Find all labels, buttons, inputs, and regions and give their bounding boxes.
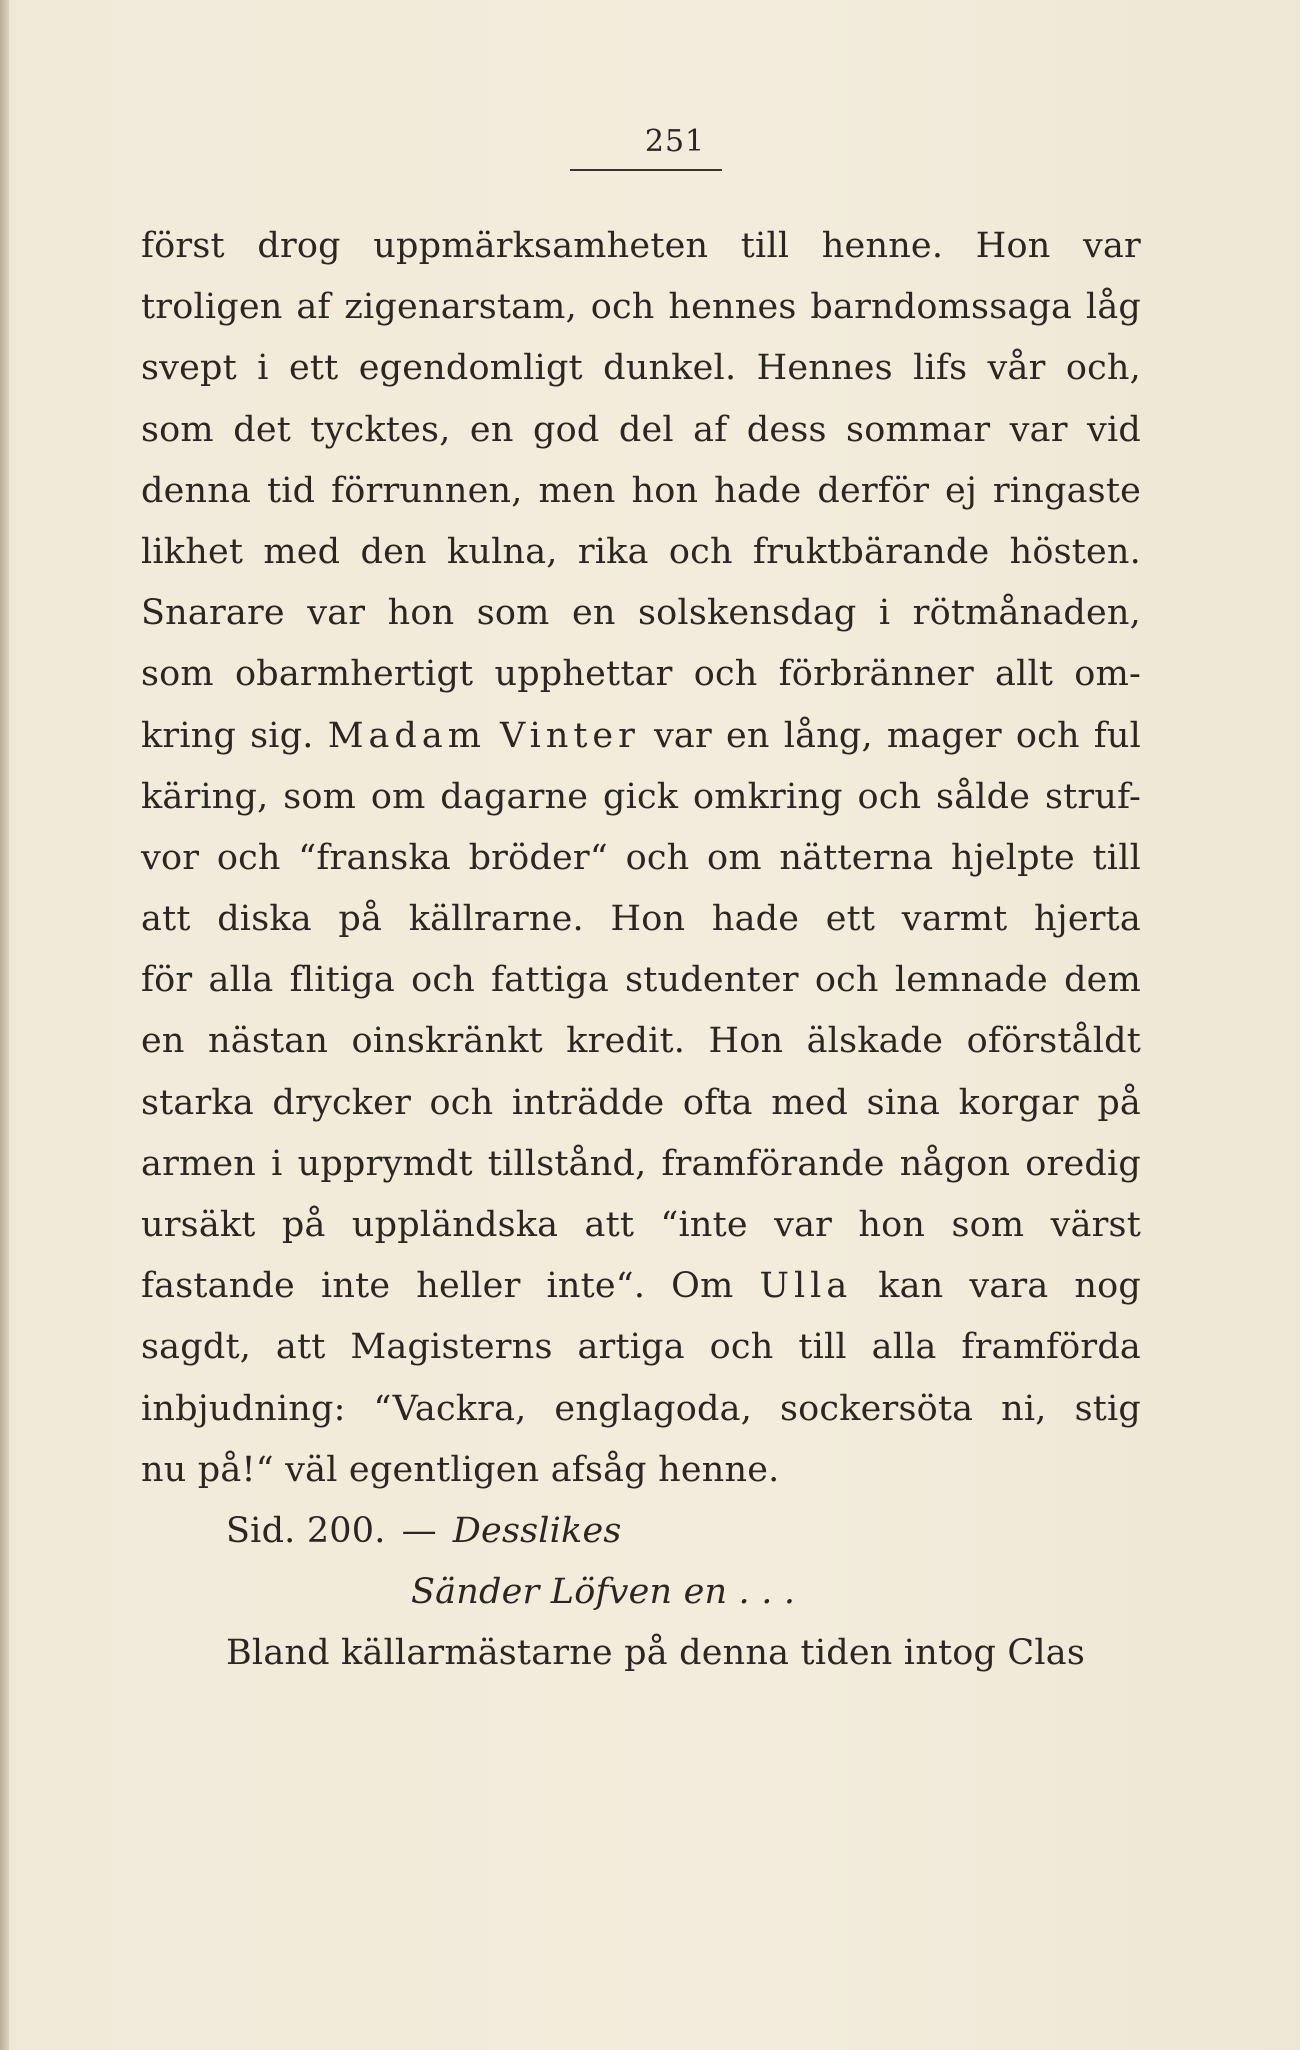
text-line: svept i ett egendomligt dunkel. Hennes lifs vår och, (141, 348, 1141, 389)
text-line: som det tycktes, en god del af dess sommar var vid (141, 409, 1141, 450)
name-vinter: Vinter (499, 715, 640, 756)
text-line: ursäkt på uppländska att “inte var hon som värst (141, 1205, 1141, 1245)
name-ulla: Ulla (759, 1266, 853, 1307)
text-fragment: kring sig. (141, 715, 314, 756)
text-line (141, 706, 1141, 767)
text-line: nu på!“ väl egentligen afsåg henne. (141, 1449, 780, 1490)
page-number-rule (570, 169, 722, 171)
verse-line: Sänder Löfven en . . . (411, 1572, 796, 1613)
text-line: troligen af zigenarstam, och hennes barndomssaga låg (141, 287, 1141, 328)
text-line: starka drycker och inträdde ofta med sina korgar på (141, 1082, 1141, 1123)
text-line: först drog uppmärksamheten till henne. Hon var (141, 226, 1141, 266)
text-line: inbjudning: “Vackra, englagoda, sockersöta ni, stig (141, 1388, 1141, 1429)
text-line: vor och “franska bröder“ och om nätterna hjelpte till (141, 837, 1141, 878)
text-line: som obarmhertigt upphettar och förbränner allt om- (141, 654, 1141, 695)
text-line: Snarare var hon som en solskensdag i rötmånaden, (141, 593, 1141, 634)
text-line: käring, som om dagarne gick omkring och sålde struf- (141, 776, 1141, 817)
text-fragment: var en lång, mager och ful (653, 715, 1142, 756)
text-line: en nästan oinskränkt kredit. Hon älskade oförståldt (141, 1021, 1141, 1062)
text-line: för alla flitiga och fattiga studenter och lemnade dem (141, 960, 1141, 1001)
reference-sid: Sid. 200. (226, 1510, 386, 1551)
text-line: denna tid förrunnen, men hon hade derför ej ringaste (141, 470, 1141, 511)
page-reference (141, 1501, 1141, 1562)
text-line (141, 1256, 1141, 1317)
name-madam: Madam (327, 715, 486, 756)
text-fragment: kan vara nog (878, 1266, 1142, 1307)
text-line: att diska på källrarne. Hon hade ett varmt hjerta (141, 899, 1141, 940)
text-line: Bland källarmästarne på denna tiden intog Clas (226, 1633, 1086, 1674)
body-text (141, 216, 1141, 1685)
text-fragment: fastande inte heller inte“. Om (141, 1266, 734, 1307)
text-line: armen i upprymdt tillstånd, framförande någon oredig (141, 1143, 1141, 1184)
text-line: likhet med den kulna, rika och fruktbärande hösten. (141, 531, 1141, 572)
reference-title: Desslikes (452, 1510, 622, 1551)
text-line: sagdt, att Magisterns artiga och till alla framförda (141, 1327, 1141, 1368)
page-number: 251 (644, 124, 706, 159)
reference-dash: — (401, 1510, 437, 1551)
binding-edge (0, 0, 9, 2050)
